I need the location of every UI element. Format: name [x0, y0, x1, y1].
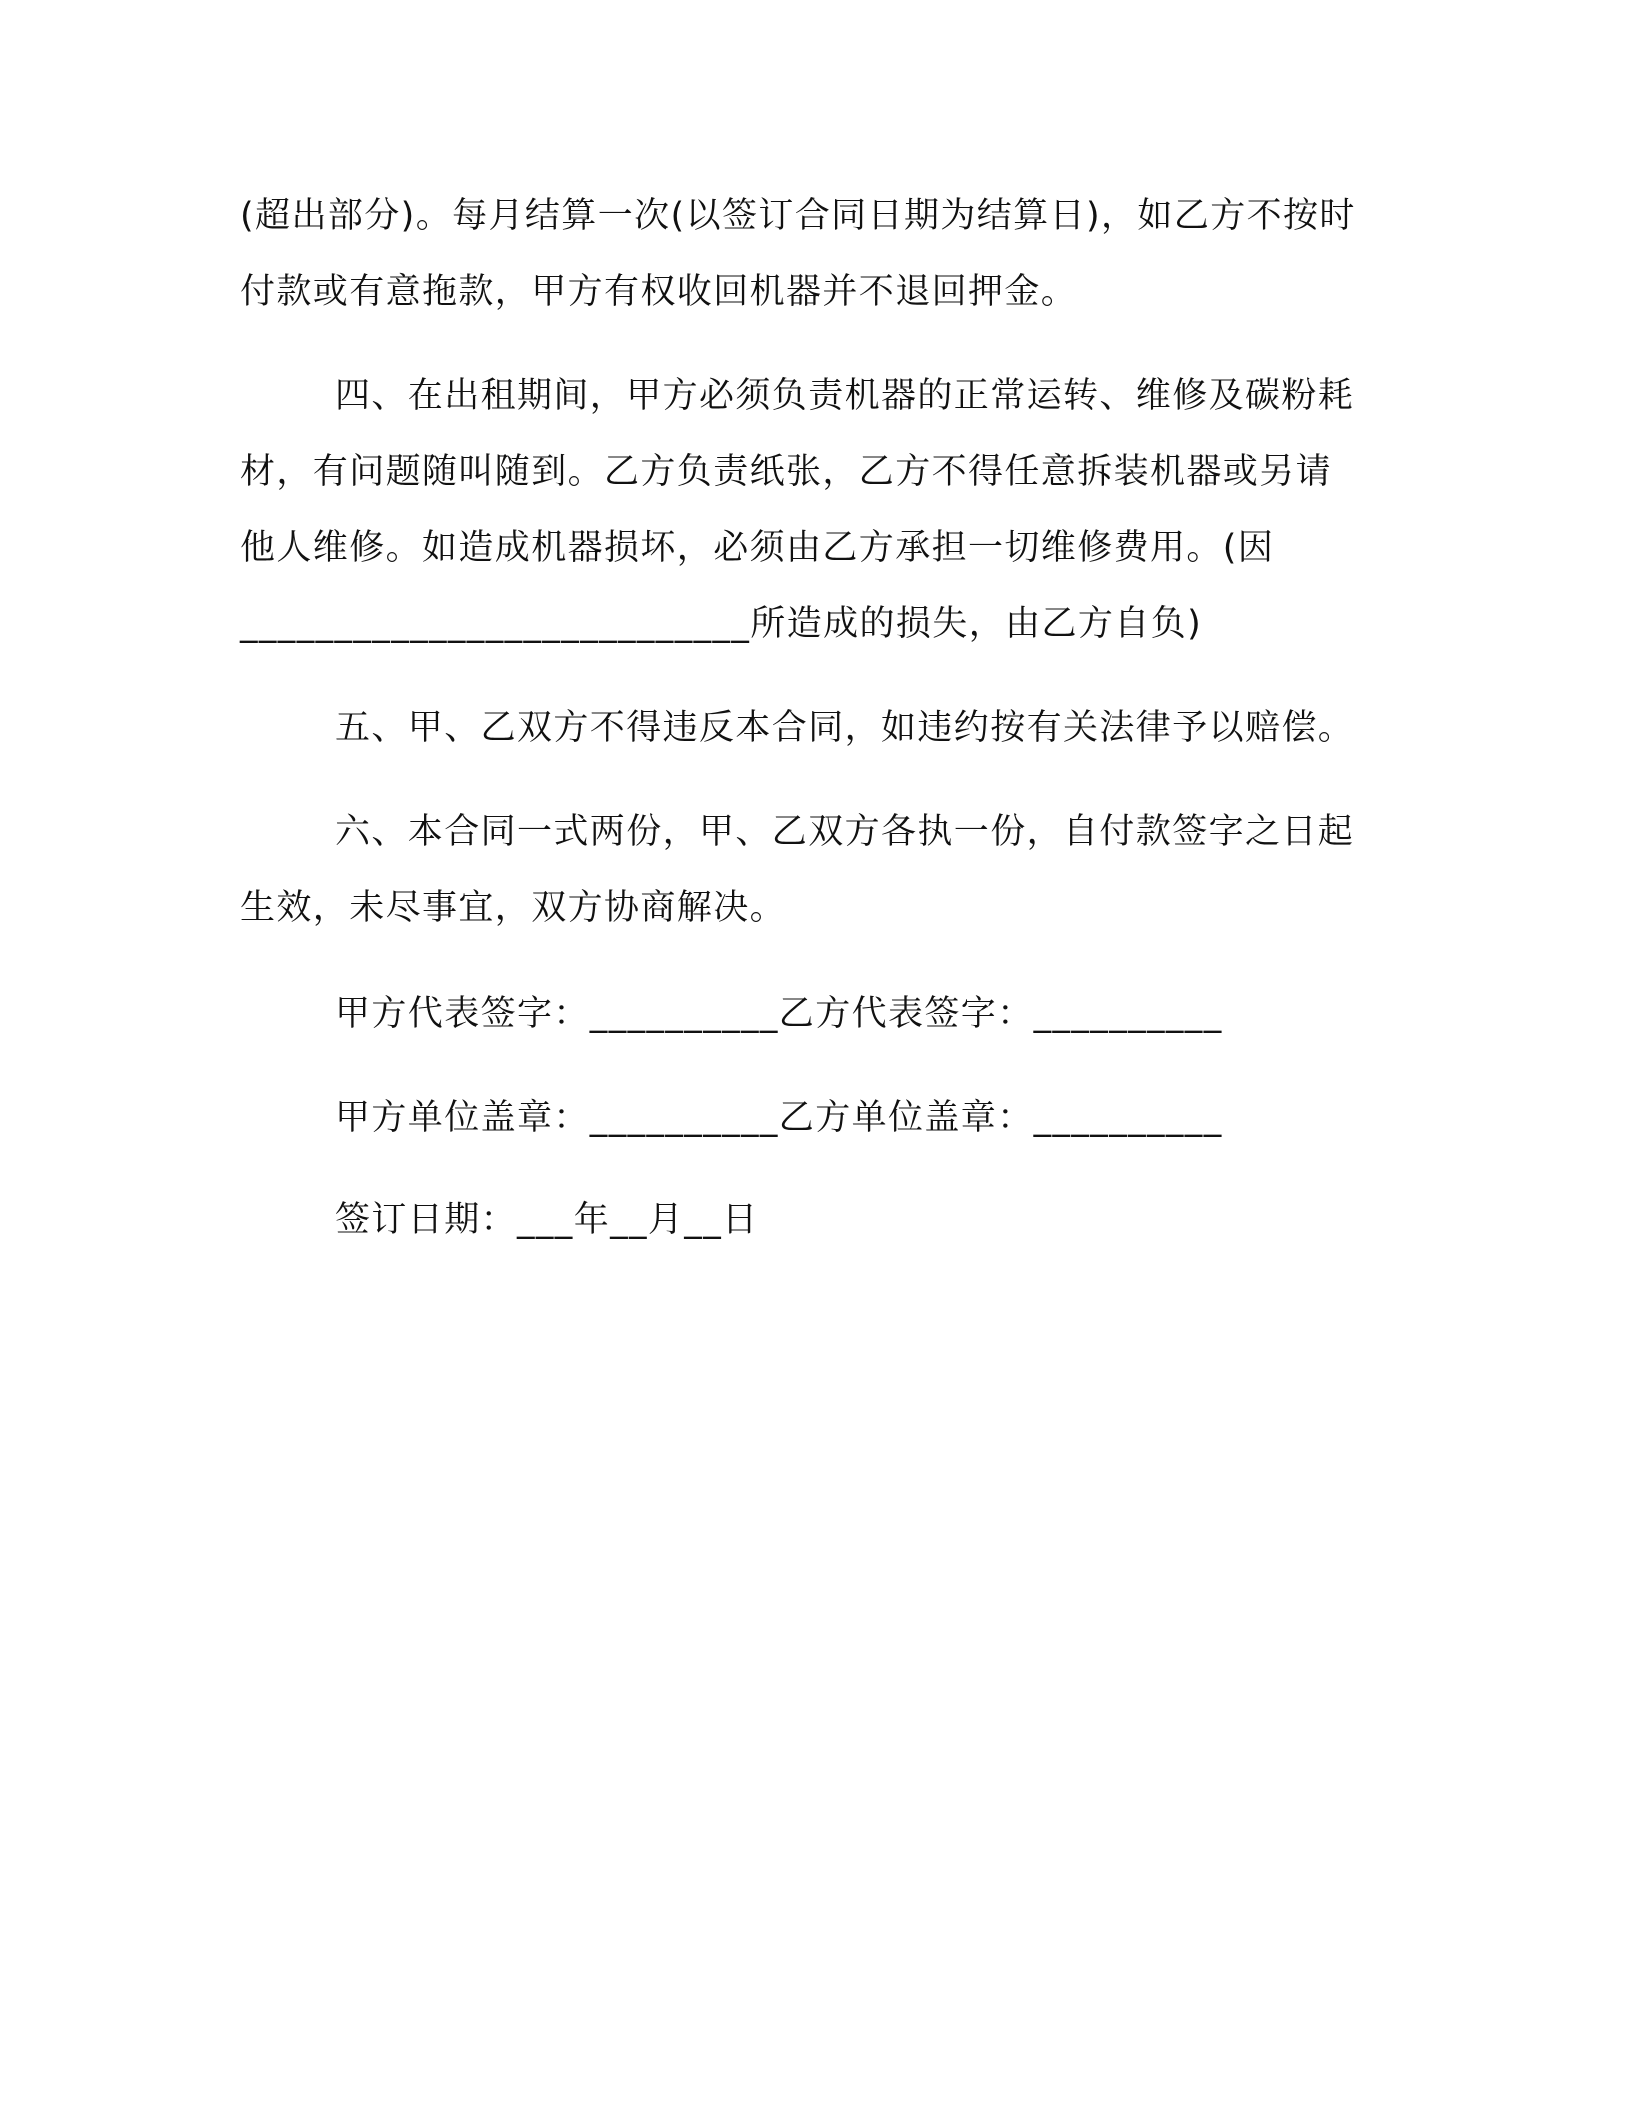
- paragraph-4-line-1: 四、在出租期间，甲方必须负责机器的正常运转、维修及碳粉耗: [335, 376, 1355, 416]
- paragraph-5-line-1: 五、甲、乙双方不得违反本合同，如违约按有关法律予以赔偿。: [335, 708, 1355, 748]
- unit-seal-line: 甲方单位盖章：__________乙方单位盖章：__________: [335, 1098, 1223, 1138]
- paragraph-3-line-1: (超出部分)。每月结算一次(以签订合同日期为结算日)，如乙方不按时: [240, 196, 1356, 236]
- paragraph-4-line-3: 他人维修。如造成机器损坏，必须由乙方承担一切维修费用。(因: [240, 528, 1275, 568]
- paragraph-6-line-2: 生效，未尽事宜，双方协商解决。: [240, 888, 787, 928]
- signing-date-line: 签订日期：___年__月__日: [335, 1200, 759, 1240]
- paragraph-4-line-2: 材，有问题随叫随到。乙方负责纸张，乙方不得任意拆装机器或另请: [240, 452, 1333, 492]
- paragraph-4-line-4: ___________________________所造成的损失，由乙方自负): [240, 604, 1203, 644]
- paragraph-3-line-2: 付款或有意拖款，甲方有权收回机器并不退回押金。: [240, 272, 1078, 312]
- paragraph-6-line-1: 六、本合同一式两份，甲、乙双方各执一份，自付款签字之日起: [335, 812, 1355, 852]
- representatives-signature-line: 甲方代表签字：__________乙方代表签字：__________: [335, 994, 1223, 1034]
